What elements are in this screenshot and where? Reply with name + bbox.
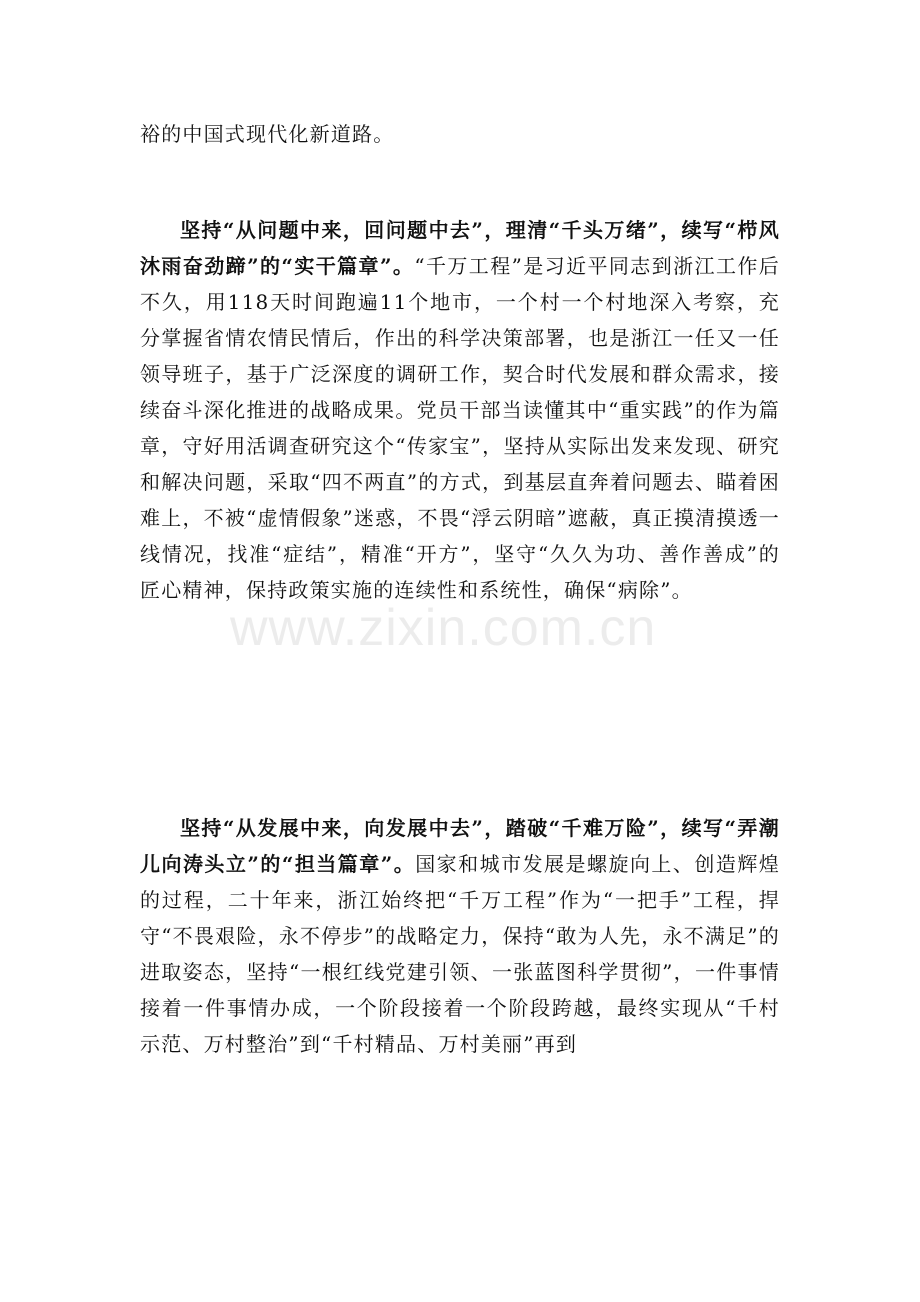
paragraph-2-heading: 坚持“从问题中来，回问题中去”，理清“千头万绪”，续写“栉风沐雨奋劲蹄”的“实干篇章”。	[140, 218, 780, 278]
site-watermark: www.zixin.com.cn	[230, 599, 657, 657]
paragraph-1-text: 裕的中国式现代化新道路。	[140, 122, 395, 146]
paragraph-continuation	[140, 116, 780, 152]
paragraph-3-body: 国家和城市发展是螺旋向上、创造辉煌的过程，二十年来，浙江始终把“千万工程”作为“一把手”工程，捍守“不畏艰险，永不停步”的战略定力，保持“敢为人先，永不满足”的进取姿态，坚持“一根红线党建引领、一张蓝图科学贯彻”，一件事情接着一件事情办成，一个阶段接着一个阶段跨越，最终实现从“千村示范、万村整治”到“千村精品、万村美丽”再到	[140, 852, 781, 1056]
paragraph-3-heading: 坚持“从发展中来，向发展中去”，踏破“千难万险”，续写“弄潮儿向涛头立”的“担当篇章”。	[140, 816, 780, 876]
paragraph-2-body: “千万工程”是习近平同志到浙江工作后不久，用118天时间跑遍11个地市，一个村一个村地深入考察，充分掌握省情农情民情后，作出的科学决策部署，也是浙江一任又一任领导班子，基于广泛深度的调研工作，契合时代发展和群众需求，接续奋斗深化推进的战略成果。党员干部当读懂其中“重实践”的作为篇章，守好用活调查研究这个“传家宝”，坚持从实际出发来发现、研究和解决问题，采取“四不两直”的方式，到基层直奔着问题去、瞄着困难上，不被“虚情假象”迷惑，不畏“浮云阴暗”遮蔽，真正摸清摸透一线情况，找准“症结”，精准“开方”，坚守“久久为功、善作善成”的匠心精神，保持政策实施的连续性和系统性，确保“病除”。	[140, 254, 780, 602]
paragraph-problem-solving	[140, 212, 780, 608]
paragraph-development	[140, 810, 780, 1062]
